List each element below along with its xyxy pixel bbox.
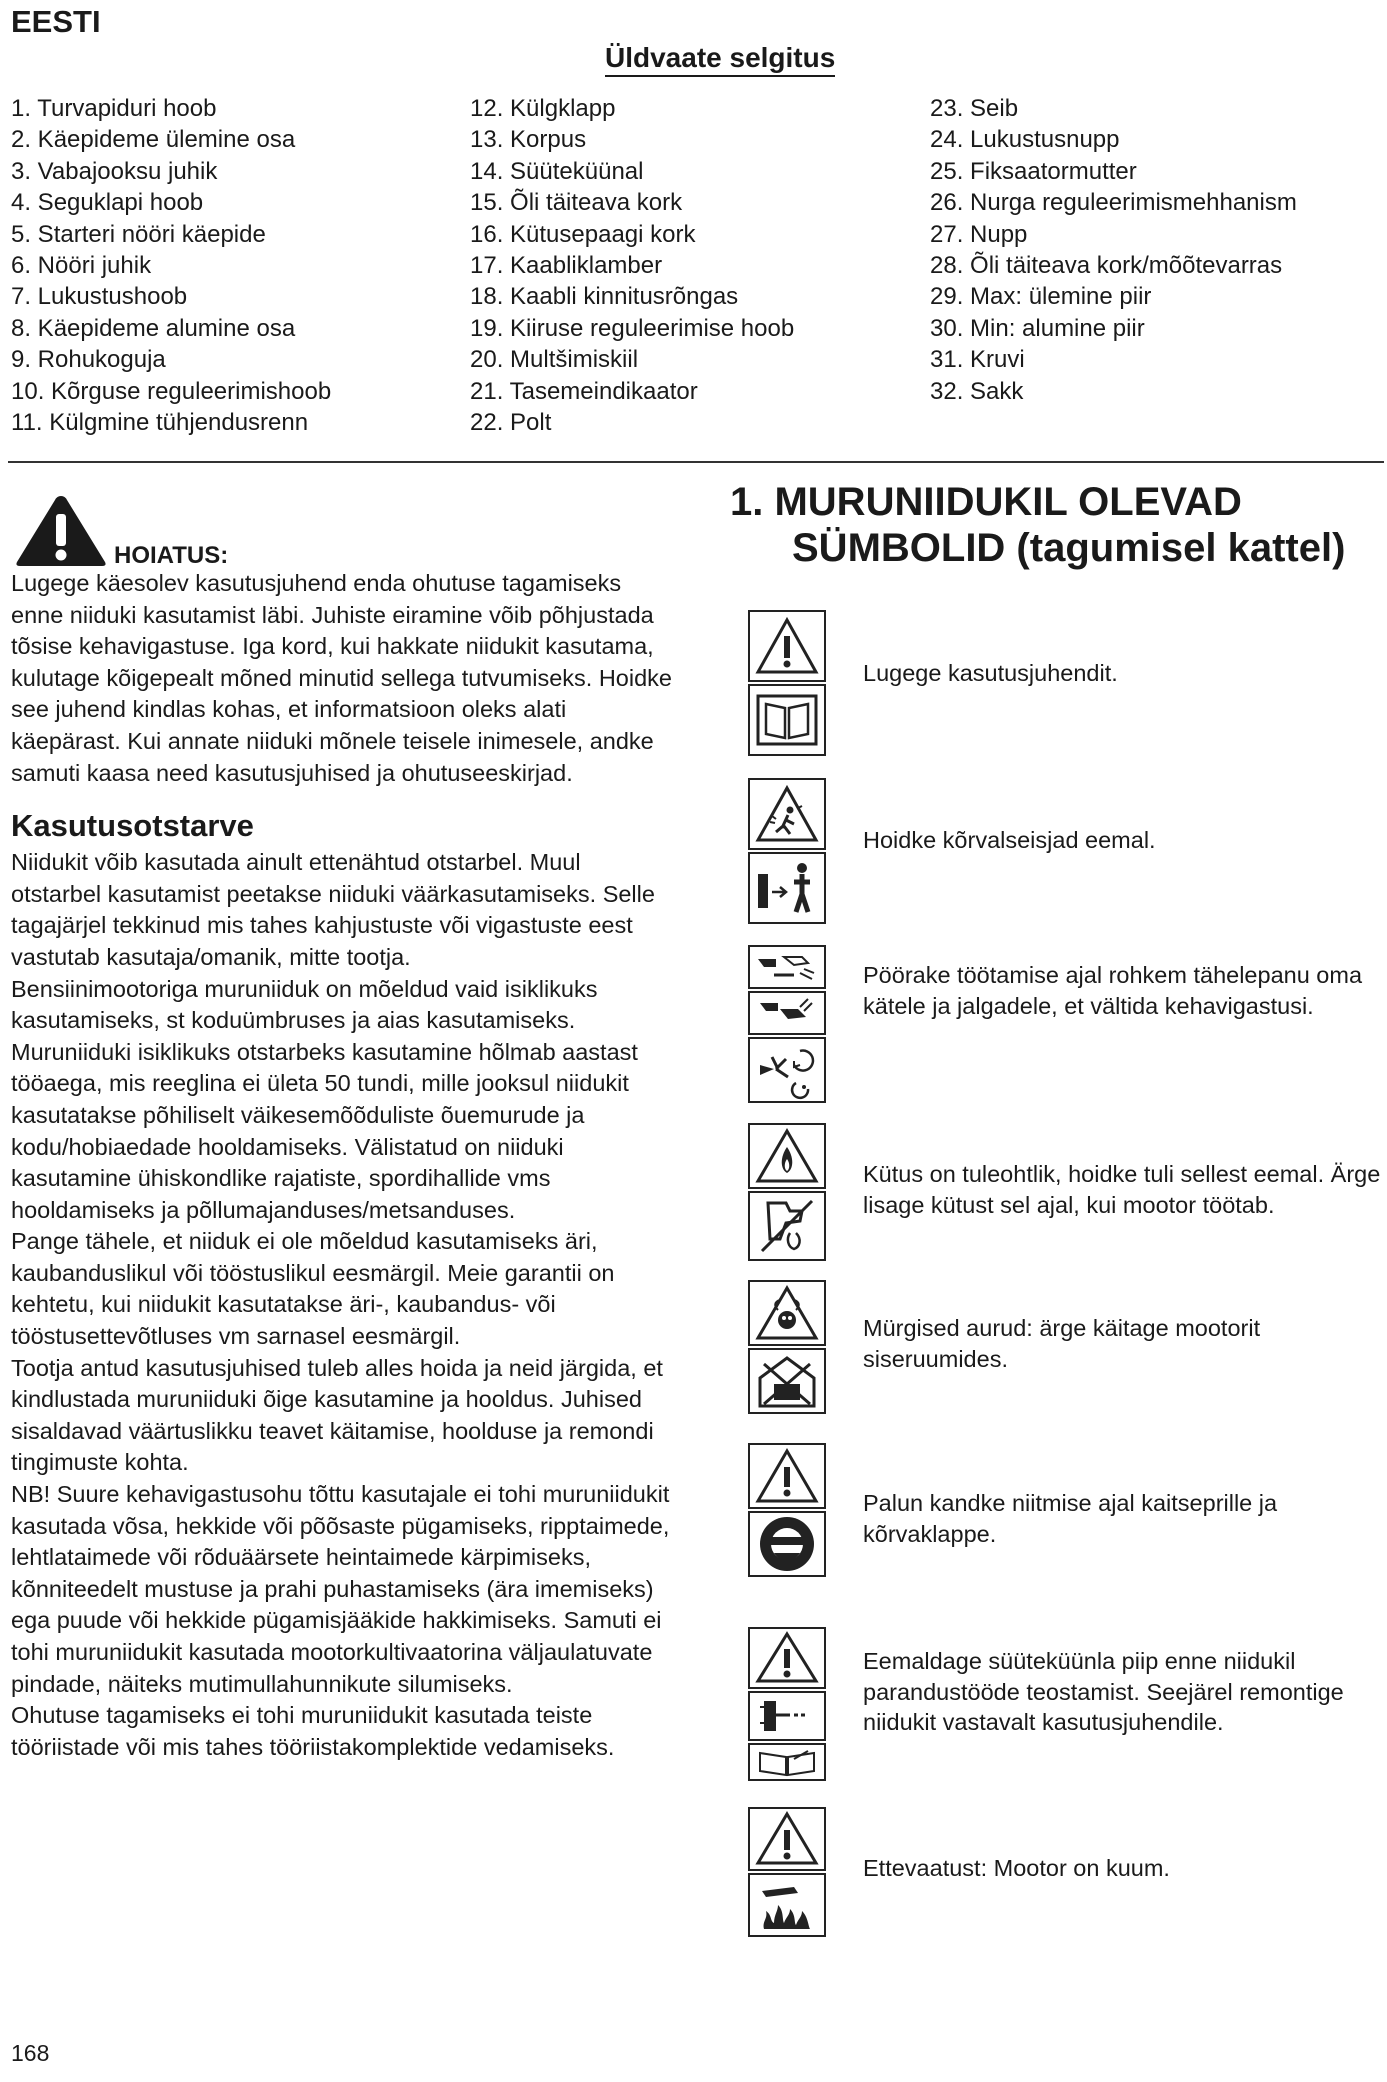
no-indoor-operation-icon bbox=[748, 1348, 826, 1414]
hand-blade-icon bbox=[748, 945, 826, 989]
part-item: 19. Kiiruse reguleerimise hoob bbox=[470, 314, 795, 342]
symbol-description: Kütus on tuleohtlik, hoidke tuli sellest eemal. Ärge lisage kütust sel ajal, kui mootor töötab. bbox=[863, 1161, 1381, 1218]
part-item: 12. Külgklapp bbox=[470, 95, 616, 122]
parts-list-col-1 bbox=[11, 93, 331, 438]
symbol-description: Palun kandke niitmise ajal kaitseprille ja kõrvaklappe. bbox=[863, 1490, 1278, 1547]
part-item: 29. Max: ülemine piir bbox=[930, 283, 1152, 311]
part-item: 7. Lukustushoob bbox=[11, 283, 188, 311]
warning-triangle-icon bbox=[748, 610, 826, 682]
rotating-blade-icon bbox=[748, 1037, 826, 1103]
part-item: 25. Fiksaatormutter bbox=[930, 157, 1137, 185]
part-item: 16. Kütusepaagi kork bbox=[470, 220, 696, 248]
section-divider bbox=[8, 461, 1384, 463]
part-item: 2. Käepideme ülemine osa bbox=[11, 126, 296, 154]
part-item: 20. Multšimiskiil bbox=[470, 346, 639, 374]
symbol-description: Mürgised aurud: ärge käitage mootorit siseruumides. bbox=[863, 1315, 1261, 1372]
parts-list-col-2 bbox=[470, 93, 794, 438]
part-item: 23. Seib bbox=[930, 95, 1019, 122]
part-item: 14. Süüteküünal bbox=[470, 157, 644, 185]
part-item: 32. Sakk bbox=[930, 377, 1024, 405]
part-item: 6. Nööri juhik bbox=[11, 252, 152, 280]
part-item: 21. Tasemeindikaator bbox=[470, 377, 698, 405]
part-item: 10. Kõrguse reguleerimishoob bbox=[11, 377, 332, 405]
usage-paragraph: Bensiinimootoriga muruniiduk on mõeldud vaid isiklikuks kasutamiseks, st koduümbruses ja aias kasutamiseks. Muruniiduki isiklikuks otstarbeks kasutamine hõlmab aastast tööaega, mis reeglina ei ületa 50 tundi, mille jooksul niidukit kasutatakse põhiliselt väikesemõõduliste õuemurude ja kodu/hobiaedade hooldamiseks. Välistatud on niiduki kasutamine ühiskondlike rajatiste, spordihallide vms hooldamiseks ja põllumajanduses/metsanduses. bbox=[11, 975, 638, 1223]
part-item: 8. Käepideme alumine osa bbox=[11, 314, 296, 342]
usage-paragraph: Tootja antud kasutusjuhised tuleb alles hoida ja neid järgida, et kindlustada muruniiduki õige kasutamine ja hooldus. Juhised sisaldavad väärtuslikku teavet käitamise, hoolduse ja remondi tingimuste kohta. bbox=[11, 1354, 663, 1476]
symbol-description: Ettevaatust: Mootor on kuum. bbox=[863, 1855, 1170, 1881]
foot-blade-icon bbox=[748, 991, 826, 1035]
part-item: 18. Kaabli kinnitusrõngas bbox=[470, 283, 739, 311]
symbols-title bbox=[730, 479, 1370, 571]
part-item: 17. Kaabliklamber bbox=[470, 252, 663, 280]
warning-triangle-icon bbox=[748, 1807, 826, 1871]
part-item: 24. Lukustusnupp bbox=[930, 126, 1120, 154]
toxic-fumes-icon bbox=[748, 1280, 826, 1346]
symbol-description: Pöörake töötamise ajal rohkem tähelepanu oma kätele ja jalgadele, et vältida kehavigastusi. bbox=[863, 962, 1363, 1019]
part-item: 31. Kruvi bbox=[930, 346, 1025, 374]
part-item: 30. Min: alumine piir bbox=[930, 314, 1145, 342]
usage-paragraph: Niidukit võib kasutada ainult ettenähtud otstarbel. Muul otstarbel kasutamist peetakse niiduki väärkasutamiseks. Selle tagajärjel tekkinud mis tahes kahjustuste või vigastuste eest vastutab kasutaja/omanik, mitte tootja. bbox=[11, 849, 655, 970]
part-item: 22. Polt bbox=[470, 409, 552, 437]
warning-text: Lugege käesolev kasutusjuhend enda ohutuse tagamiseks enne niiduki kasutamist läbi. Juhiste eiramine võib põhjustada tõsise kehavigastuse. Iga kord, kui hakkate niidukit kasutama, kulutage kõigepealt mõned minutid sellega tutvumiseks. Hoidke see juhend kindlas kohas, et informatsioon oleks alati käepärast. Kui annate niiduki mõnele teisele inimesele, andke samuti kaasa need kasutusjuhised ja ohutuseeskirjad. bbox=[11, 570, 672, 786]
usage-paragraph: Pange tähele, et niiduk ei ole mõeldud kasutamiseks äri, kaubanduslikul või tööstuslikul eesmärgil. Meie garantii on kehtetu, kui niidukit kasutatakse äri-, kaubandus- või tööstusettevõtluses vm sarnasel eesmärgil. bbox=[11, 1228, 615, 1350]
manual-book-icon bbox=[748, 684, 826, 756]
hot-surface-icon bbox=[748, 1873, 826, 1937]
symbols-title-line-1: 1. MURUNIIDUKIL OLEVAD bbox=[730, 480, 1242, 524]
part-item: 15. Õli täiteava kork bbox=[470, 189, 683, 217]
part-item: 26. Nurga reguleerimismehhanism bbox=[930, 189, 1297, 217]
symbol-description: Eemaldage süüteküünla piip enne niidukil parandustööde teostamist. Seejärel remontige niidukit vastavalt kasutusjuhendile. bbox=[863, 1648, 1344, 1735]
symbol-description: Hoidke kõrvalseisjad eemal. bbox=[863, 827, 1156, 853]
spark-plug-disconnect-icon bbox=[748, 1691, 826, 1741]
language-label: EESTI bbox=[11, 4, 101, 39]
symbols-title-line-2: SÜMBOLID (tagumisel kattel) bbox=[792, 526, 1346, 570]
eye-ear-protection-icon bbox=[748, 1511, 826, 1577]
warning-triangle-icon bbox=[748, 1627, 826, 1689]
overview-title: Üldvaate selgitus bbox=[605, 42, 835, 77]
warning-triangle-icon bbox=[748, 1443, 826, 1509]
flammable-warning-icon bbox=[748, 1123, 826, 1189]
part-item: 27. Nupp bbox=[930, 220, 1028, 248]
part-item: 5. Starteri nööri käepide bbox=[11, 220, 266, 248]
part-item: 3. Vabajooksu juhik bbox=[11, 157, 218, 185]
usage-paragraph: NB! Suure kehavigastusohu tõttu kasutajale ei tohi muruniidukit kasutada võsa, hekkide või põõsaste pügamiseks, ripptaimede, lehtlataimede või rõduäärsete heintaimede kärpimiseks, kõnniteedelt mustuse ja prahi puhastamiseks (ära imemiseks) ega puude või hekkide pügamisjääkide hakkimiseks. Samuti ei tohi muruniidukit kasutada mootorkultivaatorina väljaulatuvate pindade, näiteks mutimullahunnikute silumiseks. bbox=[11, 1481, 670, 1697]
part-item: 1. Turvapiduri hoob bbox=[11, 95, 217, 122]
no-refuel-icon bbox=[748, 1191, 826, 1261]
part-item: 13. Korpus bbox=[470, 126, 587, 154]
part-item: 4. Seguklapi hoob bbox=[11, 189, 204, 217]
usage-paragraph: Ohutuse tagamiseks ei tohi muruniidukit kasutada teiste tööriistade või mis tahes tööriistakomplektide vedamiseks. bbox=[11, 1702, 615, 1760]
warning-exclamation-icon bbox=[13, 492, 109, 568]
symbol-description: Lugege kasutusjuhendit. bbox=[863, 660, 1118, 686]
part-item: 9. Rohukoguja bbox=[11, 346, 166, 374]
warning-header bbox=[11, 492, 676, 568]
parts-list-col-3 bbox=[930, 93, 1297, 407]
usage-heading: Kasutusotstarve bbox=[11, 808, 254, 844]
part-item: 11. Külgmine tühjendusrenn bbox=[11, 409, 309, 437]
bystander-warning-icon bbox=[748, 778, 826, 850]
left-column bbox=[11, 492, 676, 1763]
manual-icon bbox=[748, 1743, 826, 1781]
keep-distance-icon bbox=[748, 852, 826, 924]
warning-label: HOIATUS: bbox=[114, 542, 229, 569]
page-number: 168 bbox=[11, 2040, 50, 2066]
part-item: 28. Õli täiteava kork/mõõtevarras bbox=[930, 252, 1283, 280]
